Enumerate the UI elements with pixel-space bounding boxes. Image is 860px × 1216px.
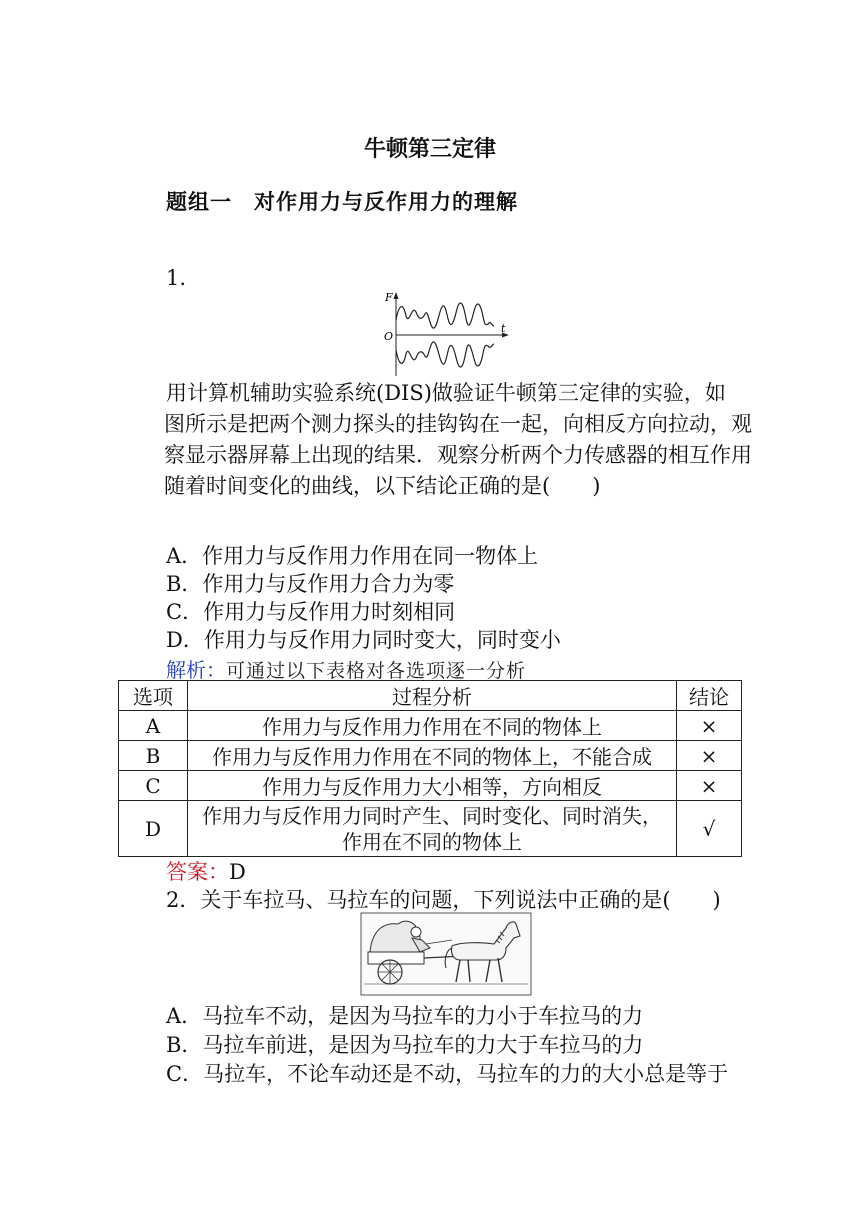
table-row: [119, 801, 742, 857]
option-a: A．作用力与反作用力作用在同一物体上: [166, 544, 539, 568]
answer-value: D: [229, 860, 246, 884]
analysis-label: 解析：: [166, 658, 226, 682]
table-header-row: [119, 681, 742, 711]
table-cell: ×: [677, 711, 742, 741]
table-cell: [188, 801, 677, 857]
answer-label: 答案：: [166, 860, 229, 884]
table-header: 过程分析: [188, 681, 677, 711]
stem-line: 察显示器屏幕上出现的结果．观察分析两个力传感器的相互作用: [164, 443, 752, 467]
force-time-graph: [382, 290, 512, 378]
analysis-line: [166, 654, 526, 683]
table-cell: ×: [677, 741, 742, 771]
answer-line: [166, 856, 246, 886]
table-row: [119, 711, 742, 741]
question-1-stem: [164, 378, 752, 502]
table-cell: B: [119, 741, 188, 771]
table-cell: 作用力与反作用力作用在不同的物体上: [188, 711, 677, 741]
table-cell: ×: [677, 771, 742, 801]
table-header: 选项: [119, 681, 188, 711]
table-row: [119, 771, 742, 801]
stem-line: 随着时间变化的曲线，以下结论正确的是( ): [164, 474, 601, 498]
table-cell: √: [677, 801, 742, 857]
table-header: 结论: [677, 681, 742, 711]
q2-option-c: C．马拉车，不论车动还是不动，马拉车的力的大小总是等于: [166, 1062, 729, 1086]
question-2-stem: 2．关于车拉马、马拉车的问题，下列说法中正确的是( ): [166, 888, 721, 912]
page-title: 牛顿第三定律: [363, 136, 496, 162]
table-cell: 作用力与反作用力作用在不同的物体上，不能合成: [188, 741, 677, 771]
table-cell: D: [119, 801, 188, 857]
analysis-table: [118, 680, 742, 857]
stem-line: 用计算机辅助实验系统(DIS)做验证牛顿第三定律的实验，如: [166, 381, 726, 405]
q2-option-b: B．马拉车前进，是因为马拉车的力大于车拉马的力: [166, 1033, 644, 1057]
axis-o-label: O: [384, 330, 394, 343]
table-cell-line: 作用力与反作用力同时产生、同时变化、同时消失，: [202, 803, 662, 828]
question-1-number: 1.: [166, 266, 187, 290]
lower-force-curve: [396, 342, 494, 367]
option-b: B．作用力与反作用力合力为零: [166, 572, 455, 596]
q2-option-a: A．马拉车不动，是因为马拉车的力小于车拉马的力: [166, 1004, 644, 1028]
analysis-text: 可通过以下表格对各选项逐一分析: [226, 660, 527, 682]
table-cell: 作用力与反作用力大小相等，方向相反: [188, 771, 677, 801]
horse-cart-illustration: [360, 912, 532, 996]
axis-t-label: t: [501, 322, 506, 335]
table-cell: A: [119, 711, 188, 741]
axis-f-label: F: [385, 291, 393, 304]
upper-force-curve: [396, 303, 494, 328]
option-c: C．作用力与反作用力时刻相同: [166, 600, 456, 624]
stem-line: 图所示是把两个测力探头的挂钩钩在一起，向相反方向拉动，观: [164, 412, 752, 436]
table-cell-line: 作用在不同的物体上: [342, 829, 522, 854]
section-heading: 题组一 对作用力与反作用力的理解: [166, 189, 518, 214]
table-row: [119, 741, 742, 771]
option-d: D．作用力与反作用力同时变大，同时变小: [166, 628, 561, 652]
table-cell: C: [119, 771, 188, 801]
